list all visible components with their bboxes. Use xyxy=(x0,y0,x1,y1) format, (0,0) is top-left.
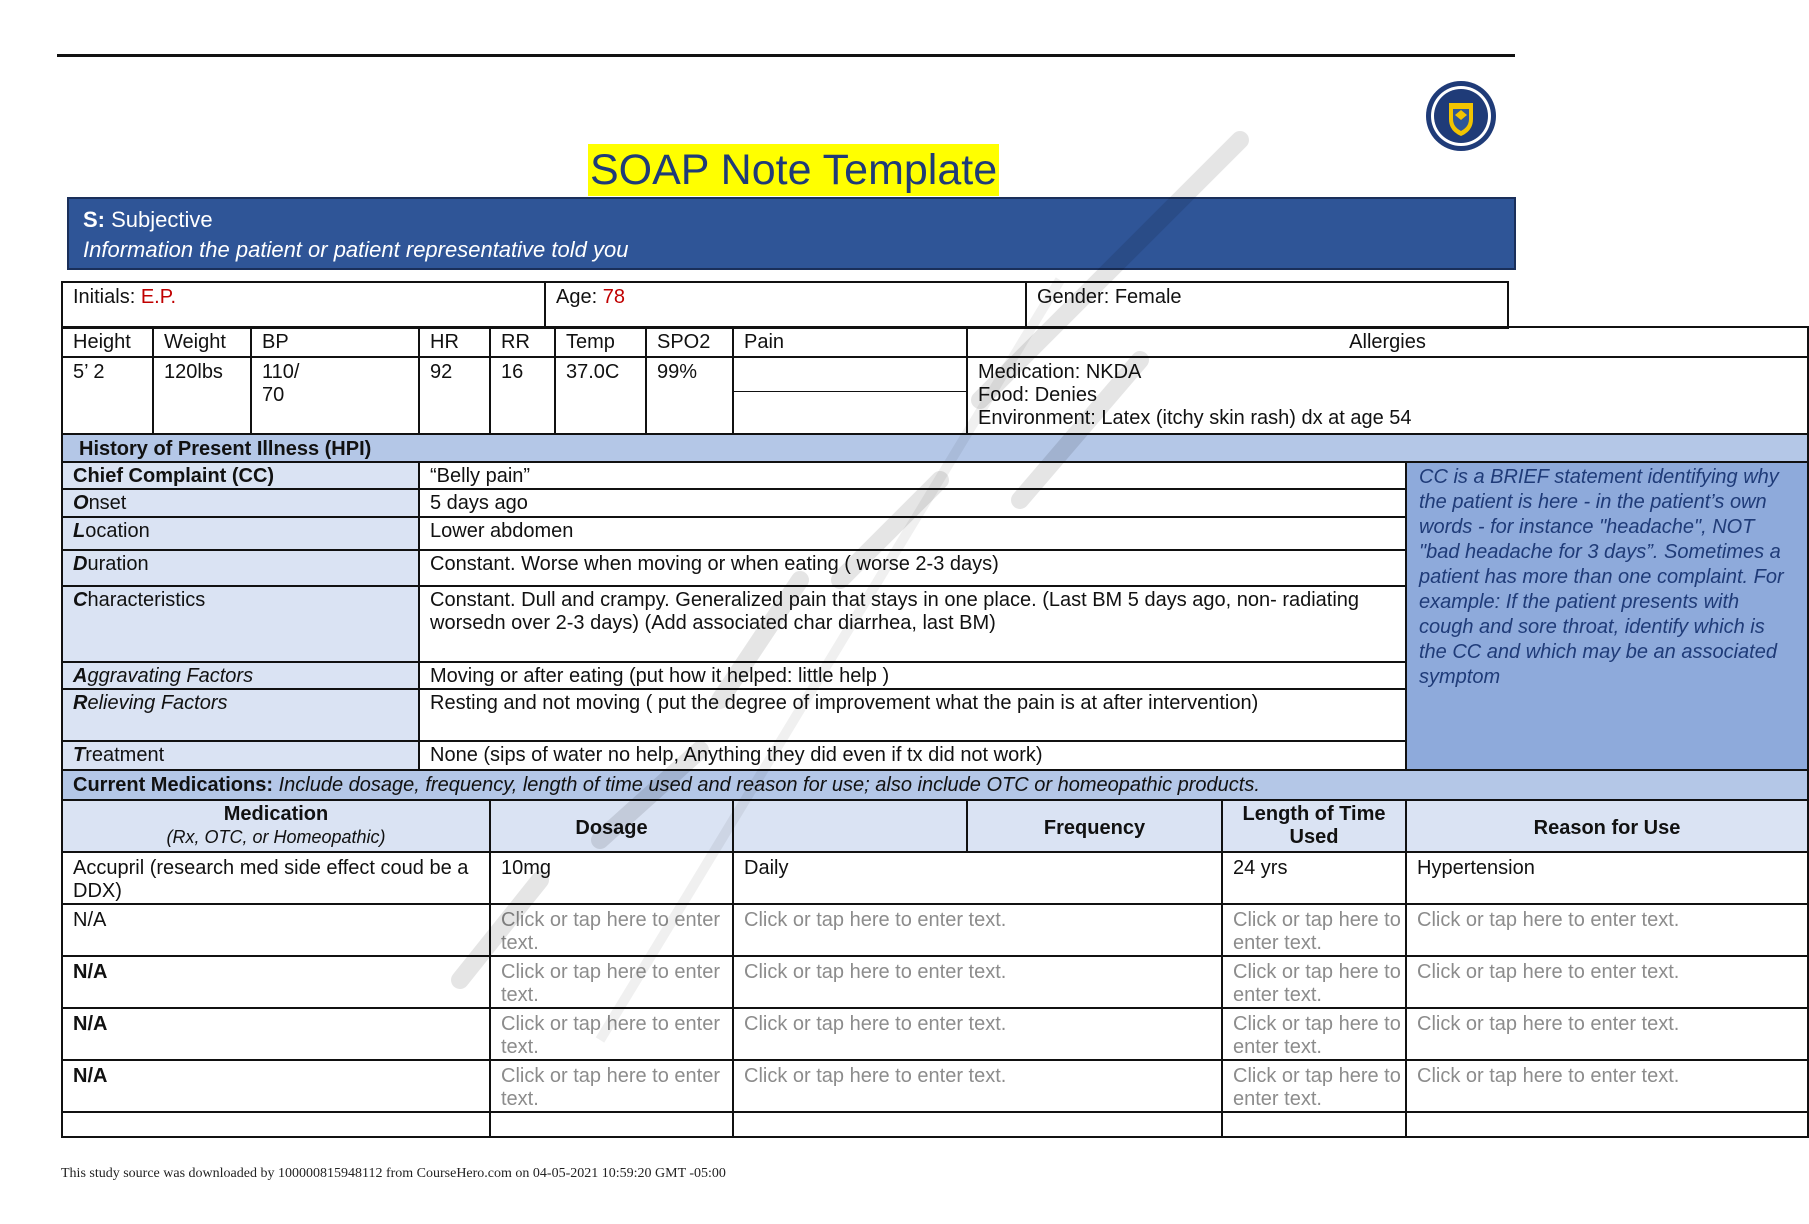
temp-value[interactable]: 37.0C xyxy=(555,357,646,434)
medication-row-6-dosage[interactable] xyxy=(490,1112,733,1137)
relieving-label-rest: elieving Factors xyxy=(87,692,228,714)
medication-row-1-name[interactable]: Accupril (research med side effect coud be a DDX) xyxy=(62,852,490,904)
medication-row-6-length[interactable] xyxy=(1222,1112,1406,1137)
allergies-value[interactable] xyxy=(967,357,1808,434)
soap-main-table xyxy=(61,326,1809,1138)
current-medications-instruction: Include dosage, frequency, length of time used and reason for use; also include OTC or homeopathic products. xyxy=(278,774,1260,796)
current-medications-label: Current Medications: xyxy=(73,774,274,796)
bp-systolic: 110/ xyxy=(262,361,300,383)
bp-diastolic: 70 xyxy=(262,384,285,406)
medication-row-2-name[interactable]: N/A xyxy=(62,904,490,956)
hr-value[interactable]: 92 xyxy=(419,357,490,434)
age-label: Age: xyxy=(556,286,598,308)
length-header-line1: Length of Time xyxy=(1242,803,1386,825)
cc-guidance-note: CC is a BRIEF statement identifying why the patient is here - in the patient’s own words - for instance "headache", NOT "bad headache for 3 days”. Sometimes a patient has more than one complaint. For example: If the patient presents with cough and sore throat, identify which is the CC and which may be an associated symptom xyxy=(1406,462,1808,770)
bp-header: BP xyxy=(251,327,419,357)
location-label-rest: ocation xyxy=(85,520,150,542)
medication-row-1-length[interactable]: 24 yrs xyxy=(1222,852,1406,904)
pain-input-box[interactable] xyxy=(734,358,966,392)
rr-value[interactable]: 16 xyxy=(490,357,555,434)
gender-label: Gender: xyxy=(1037,286,1110,308)
hr-header: HR xyxy=(419,327,490,357)
gender-cell[interactable] xyxy=(1026,282,1508,328)
location-initial: L xyxy=(73,520,86,542)
frequency-column-header-label: Frequency xyxy=(967,800,1222,852)
length-column-header xyxy=(1222,800,1406,852)
medication-row-3-length[interactable]: Click or tap here to enter text. xyxy=(1222,956,1406,1008)
treatment-initial: T xyxy=(73,744,86,766)
medication-row-4-name[interactable]: N/A xyxy=(62,1008,490,1060)
onset-label-rest: nset xyxy=(88,492,127,514)
relieving-label xyxy=(62,689,419,741)
initials-value: E.P. xyxy=(140,286,177,308)
height-header: Height xyxy=(62,327,153,357)
section-letter: S: xyxy=(83,207,105,232)
age-value: 78 xyxy=(602,286,625,308)
page-title: SOAP Note Template xyxy=(590,146,998,194)
medication-row-3-dosage[interactable]: Click or tap here to enter text. xyxy=(490,956,733,1008)
dosage-column-header: Dosage xyxy=(490,800,733,852)
gender-value: Female xyxy=(1114,286,1182,308)
temp-header: Temp xyxy=(555,327,646,357)
pain-header: Pain xyxy=(733,327,967,357)
section-subheading: Information the patient or patient representative told you xyxy=(83,237,629,262)
medication-row-1-dosage[interactable]: 10mg xyxy=(490,852,733,904)
duration-label xyxy=(62,550,419,586)
section-heading: Subjective xyxy=(111,207,213,232)
treatment-label xyxy=(62,741,419,770)
medication-row-6-reason[interactable] xyxy=(1406,1112,1808,1137)
aggravating-label xyxy=(62,662,419,689)
spo2-header: SPO2 xyxy=(646,327,733,357)
medication-row-6-frequency[interactable] xyxy=(733,1112,1222,1137)
medication-row-4-reason[interactable]: Click or tap here to enter text. xyxy=(1406,1008,1808,1060)
duration-initial: D xyxy=(73,553,88,575)
weight-value[interactable]: 120lbs xyxy=(153,357,251,434)
medication-row-4-dosage[interactable]: Click or tap here to enter text. xyxy=(490,1008,733,1060)
medication-row-4-frequency[interactable]: Click or tap here to enter text. xyxy=(733,1008,1222,1060)
medication-row-2-frequency[interactable]: Click or tap here to enter text. xyxy=(733,904,1222,956)
medication-row-2-dosage[interactable]: Click or tap here to enter text. xyxy=(490,904,733,956)
characteristics-label-rest: haracteristics xyxy=(87,589,206,611)
height-value[interactable]: 5’ 2 xyxy=(62,357,153,434)
rr-header: RR xyxy=(490,327,555,357)
aggravating-initial: A xyxy=(73,665,88,687)
reason-column-header: Reason for Use xyxy=(1406,800,1808,852)
aggravating-label-rest: ggravating Factors xyxy=(87,665,254,687)
frequency-column-header xyxy=(733,800,967,852)
medication-header-label: Medication xyxy=(223,803,329,825)
medication-row-3-reason[interactable]: Click or tap here to enter text. xyxy=(1406,956,1808,1008)
medication-row-5-dosage[interactable]: Click or tap here to enter text. xyxy=(490,1060,733,1112)
medication-row-5-reason[interactable]: Click or tap here to enter text. xyxy=(1406,1060,1808,1112)
relieving-initial: R xyxy=(73,692,88,714)
medication-row-5-length[interactable]: Click or tap here to enter text. xyxy=(1222,1060,1406,1112)
patient-info-table xyxy=(61,281,1509,329)
university-seal-logo xyxy=(1424,79,1498,153)
treatment-value[interactable]: None (sips of water no help, Anything they did even if tx did not work) xyxy=(419,741,1406,770)
initials-label: Initials: xyxy=(73,286,136,308)
medication-column-header xyxy=(62,800,490,852)
weight-header: Weight xyxy=(153,327,251,357)
medication-row-2-length[interactable]: Click or tap here to enter text. xyxy=(1222,904,1406,956)
treatment-label-rest: reatment xyxy=(85,744,165,766)
allergy-environment: Environment: Latex (itchy skin rash) dx at age 54 xyxy=(978,407,1412,429)
medication-row-5-frequency[interactable]: Click or tap here to enter text. xyxy=(733,1060,1222,1112)
spo2-value[interactable]: 99% xyxy=(646,357,733,434)
current-medications-heading xyxy=(62,770,1808,800)
onset-initial: O xyxy=(73,492,89,514)
medication-row-4-length[interactable]: Click or tap here to enter text. xyxy=(1222,1008,1406,1060)
medication-row-2-reason[interactable]: Click or tap here to enter text. xyxy=(1406,904,1808,956)
duration-label-rest: uration xyxy=(87,553,149,575)
medication-row-5-name[interactable]: N/A xyxy=(62,1060,490,1112)
characteristics-value[interactable]: Constant. Dull and crampy. Generalized pain that stays in one place. (Last BM 5 days ago, non- radiating worsedn over 2-3 days) (Add associated char diarrhea, last BM) xyxy=(419,586,1406,662)
aggravating-value[interactable]: Moving or after eating (put how it helped: little help ) xyxy=(419,662,1406,689)
length-header-line2: Used xyxy=(1289,826,1339,848)
relieving-value[interactable]: Resting and not moving ( put the degree of improvement what the pain is at after intervention) xyxy=(419,689,1406,741)
top-rule xyxy=(57,54,1515,57)
medication-header-sublabel: (Rx, OTC, or Homeopathic) xyxy=(166,827,386,847)
characteristics-label xyxy=(62,586,419,662)
location-label xyxy=(62,517,419,550)
allergy-medication: Medication: NKDA xyxy=(978,361,1142,383)
allergy-food: Food: Denies xyxy=(978,384,1097,406)
medication-row-3-name[interactable]: N/A xyxy=(62,956,490,1008)
cc-value[interactable]: “Belly pain” xyxy=(419,462,1406,489)
onset-value[interactable]: 5 days ago xyxy=(419,489,1406,517)
medication-row-1-reason[interactable]: Hypertension xyxy=(1406,852,1808,904)
pain-value-cell[interactable] xyxy=(733,357,967,434)
duration-value[interactable]: Constant. Worse when moving or when eating ( worse 2-3 days) xyxy=(419,550,1406,586)
hpi-heading: History of Present Illness (HPI) xyxy=(62,434,1808,462)
medication-row-3-frequency[interactable]: Click or tap here to enter text. xyxy=(733,956,1222,1008)
bp-value[interactable] xyxy=(251,357,419,434)
location-value[interactable]: Lower abdomen xyxy=(419,517,1406,550)
medication-row-1-frequency[interactable]: Daily xyxy=(733,852,1222,904)
age-cell[interactable] xyxy=(545,282,1026,328)
initials-cell[interactable] xyxy=(62,282,545,328)
characteristics-initial: C xyxy=(73,589,88,611)
onset-label xyxy=(62,489,419,517)
subjective-banner xyxy=(67,197,1516,270)
cc-label: Chief Complaint (CC) xyxy=(62,462,419,489)
allergies-header: Allergies xyxy=(967,327,1808,357)
download-footer: This study source was downloaded by 100000815948112 from CourseHero.com on 04-05-2021 10:59:20 GMT -05:00 xyxy=(61,1166,726,1181)
medication-row-6-name[interactable] xyxy=(62,1112,490,1137)
